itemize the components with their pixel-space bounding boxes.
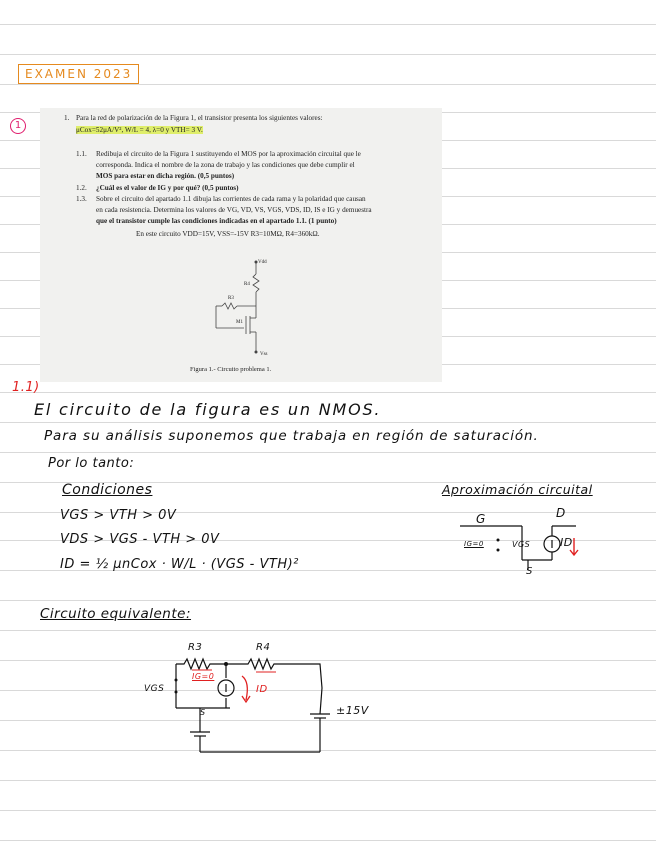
solution-line-1: El circuito de la figura es un NMOS. <box>34 400 382 419</box>
circuit-values: En este circuito VDD=15V, VSS=-15V R3=10MΩ, R4=360kΩ. <box>136 230 320 238</box>
fig-label-r4: R4 <box>244 282 250 287</box>
solution-label: 1.1) <box>12 380 40 395</box>
conditions-heading: Condiciones <box>62 482 153 498</box>
exam-title: EXAMEN 2023 <box>18 64 139 84</box>
subitem-1-3-line-c: que el transistor cumple las condiciones indicadas en el apartado 1.1. (1 punto) <box>96 217 337 225</box>
equivalent-circuit <box>150 642 390 762</box>
figure-1-schematic <box>200 248 280 368</box>
condition-2: VDS > VGS - VTH > 0V <box>60 532 220 547</box>
eq-source-label: S <box>200 708 206 717</box>
approximation-heading: Aproximación circuital <box>442 482 593 497</box>
subitem-1-1-line-a: Redibuja el circuito de la Figura 1 sustituyendo el MOS por la aproximación circuital que le <box>96 150 361 158</box>
approx-drain-current: ID <box>560 536 573 549</box>
fig-label-m1: M1 <box>236 320 243 325</box>
approx-source-label: S <box>526 566 533 577</box>
fig-label-r3: R3 <box>228 296 234 301</box>
solution-line-3: Por lo tanto: <box>48 456 135 471</box>
solution-line-2: Para su análisis suponemos que trabaja en región de saturación. <box>44 428 539 444</box>
equivalent-circuit-heading: Circuito equivalente: <box>40 606 192 622</box>
subitem-1-3-number: 1.3. <box>76 195 87 203</box>
fig-label-vss: Vss <box>260 352 268 357</box>
eq-gate-current: IG=0 <box>192 672 215 681</box>
problem-scan <box>40 108 442 382</box>
figure-caption: Figura 1.- Circuito problema 1. <box>190 366 272 373</box>
eq-supply-label: ±15V <box>336 704 369 717</box>
problem-line-1: Para la red de polarización de la Figura 1, el transistor presenta los siguientes valores: <box>76 114 323 122</box>
eq-drain-current: ID <box>256 684 268 695</box>
condition-3-saturation-current: ID = ½ μnCox · W/L · (VGS - VTH)² <box>60 557 299 572</box>
eq-r4-label: R4 <box>256 642 271 653</box>
eq-r3-label: R3 <box>188 642 203 653</box>
approx-vgs-label: VGS <box>512 540 531 549</box>
fig-label-vdd: Vdd <box>258 260 267 265</box>
approx-drain-label: D <box>556 506 566 520</box>
approx-gate-label: G <box>476 512 486 526</box>
subitem-1-1-number: 1.1. <box>76 150 87 158</box>
condition-1: VGS > VTH > 0V <box>60 508 177 523</box>
subitem-1-2-text: ¿Cuál es el valor de IG y por qué? (0,5 puntos) <box>96 184 239 192</box>
subitem-1-2-number: 1.2. <box>76 184 87 192</box>
subitem-1-3-line-a: Sobre el circuito del apartado 1.1 dibuja las corrientes de cada rama y la polaridad que causan <box>96 195 366 203</box>
eq-vgs-label: VGS <box>144 684 165 694</box>
question-number-badge: 1 <box>10 118 26 134</box>
given-values-highlight: μCox=52μA/V², W/L = 4, λ=0 y VTH= 3 V. <box>76 126 203 134</box>
subitem-1-1-line-b: corresponda. Indica el nombre de la zona de trabajo y las condiciones que debe cumplir el <box>96 161 355 169</box>
item-1-number: 1. <box>64 114 70 122</box>
subitem-1-1-line-c: MOS para estar en dicha región. (0,5 puntos) <box>96 172 235 180</box>
approx-gate-current: IG=0 <box>464 540 484 548</box>
subitem-1-3-line-b: en cada resistencia. Determina los valores de VG, VD, VS, VGS, VDS, ID, IS e IG y demuestra <box>96 206 372 214</box>
